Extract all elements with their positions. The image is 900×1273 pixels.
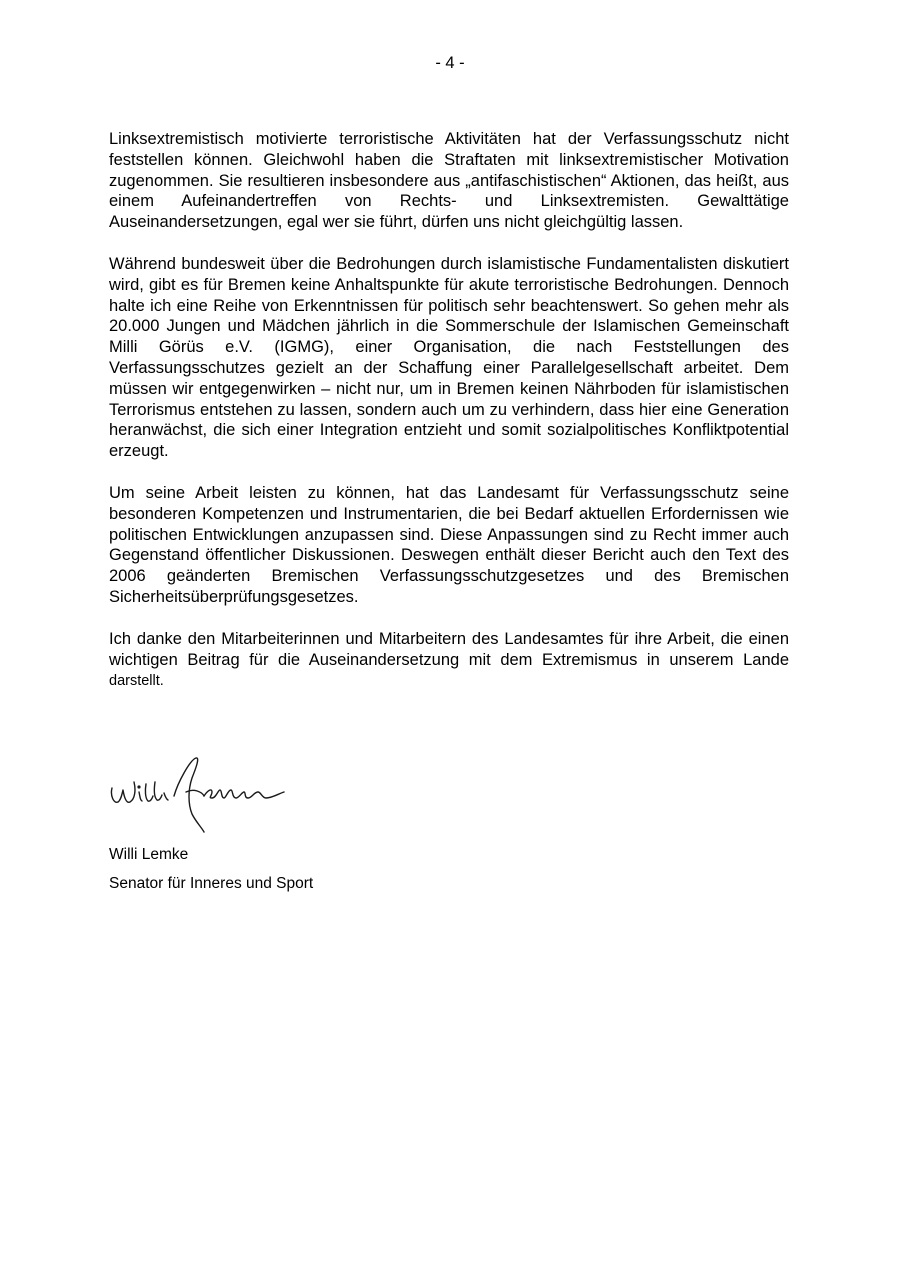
paragraph-islamist-threats: Während bundesweit über die Bedrohungen durch islamistische Fundamentalisten diskutiert wird, gibt es für Bremen keine Anhaltspunkte für akute terroristische Bedrohungen. Dennoch halte ich eine Reihe von Erkenntnissen für politisch sehr beachtenswert. So gehen mehr als 20.000 Jungen und Mädchen jährlich in die Sommerschule der Islamischen Gemeinschaft Milli Görüs e.V. (IGMG), einer Organisation, die nach Feststellungen des Verfassungsschutzes gezielt an der Schaffung einer Parallelgesellschaft arbeitet. Dem müssen wir entgegenwirken – nicht nur, um in Bremen keinen Nährboden für islamistischen Terrorismus entstehen zu lassen, sondern auch um zu verhindern, dass hier eine Generation heranwächst, die sich einer Integration entzieht und somit sozialpolitisches Konfliktpotential erzeugt. [109,254,789,461]
paragraph-thanks-tail: darstellt. [109,673,164,690]
paragraph-thanks-text: Ich danke den Mitarbeiterinnen und Mitarbeitern des Landesamtes für ihre Arbeit, die einen wichtigen Beitrag für die Auseinandersetzung mit dem Extremismus in unserem Lande [109,629,789,669]
paragraph-office-competences: Um seine Arbeit leisten zu können, hat das Landesamt für Verfassungsschutz seine besonderen Kompetenzen und Instrumentarien, die bei Bedarf aktuellen Erfordernissen wie politischen Entwicklungen anzupassen sind. Diese Anpassungen sind zu Recht immer auch Gegenstand öffentlicher Diskussionen. Deswegen enthält dieser Bericht auch den Text des 2006 geänderten Bremischen Verfassungsschutzgesetzes und des Bremischen Sicherheitsüberprüfungsgesetzes. [109,483,789,606]
letter-body [109,129,789,713]
paragraph-left-extremism: Linksextremistisch motivierte terroristische Aktivitäten hat der Verfassungsschutz nicht feststellen können. Gleichwohl haben die Straftaten mit linksextremistischer Motivation zugenommen. Sie resultieren insbesondere aus „antifaschistischen“ Aktionen, das heißt, aus einem Aufeinandertreffen von Rechts- und Linksextremisten. Gewalttätige Auseinandersetzungen, egal wer sie führt, dürfen uns nicht gleichgültig lassen. [109,130,789,232]
signer-title: Senator für Inneres und Sport [109,875,314,892]
page-number: - 4 - [435,54,465,72]
paragraph-thanks [109,629,789,692]
signer-name: Willi Lemke [109,846,189,863]
handwritten-signature [108,752,288,834]
